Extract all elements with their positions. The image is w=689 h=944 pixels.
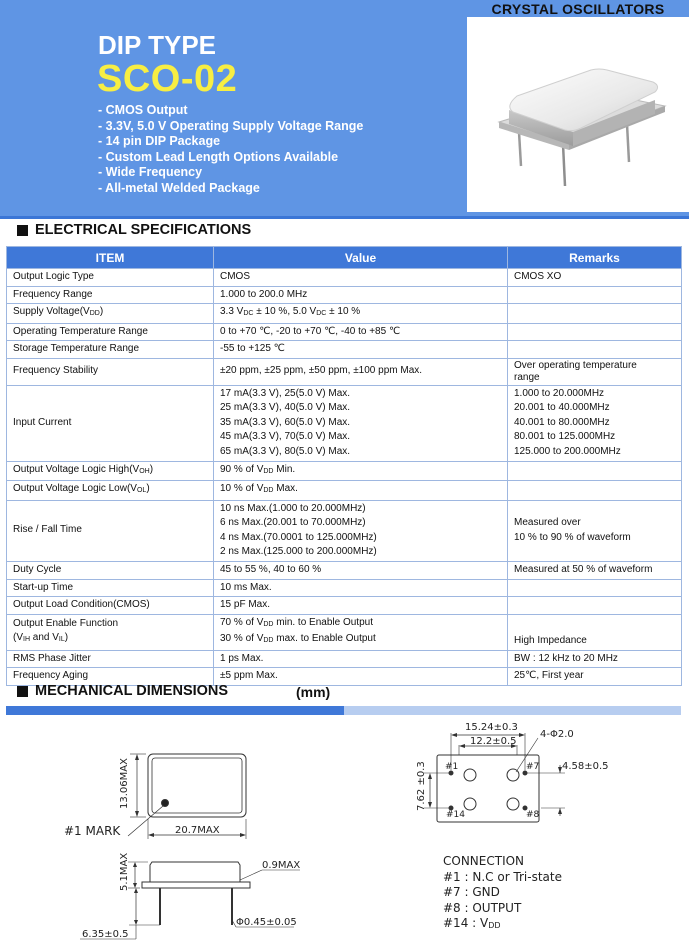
table-header-row	[7, 247, 682, 269]
remarks-cell	[508, 481, 682, 501]
table-row	[7, 597, 682, 615]
column-header: ITEM	[7, 247, 214, 269]
bullet-square-icon	[17, 225, 28, 236]
value-cell: 90 % of VDD Min.	[214, 461, 508, 481]
item-cell: Duty Cycle	[7, 561, 214, 579]
value-cell: 0 to +70 ℃, -20 to +70 ℃, -40 to +85 ℃	[214, 323, 508, 341]
spec-table	[6, 246, 682, 686]
dim-height-max: 13.06MAX	[119, 758, 130, 809]
table-row	[7, 500, 682, 561]
table-row	[7, 614, 682, 650]
connection-item: #14 : VDD	[443, 916, 501, 930]
table-row	[7, 579, 682, 597]
remarks-cell	[508, 304, 682, 324]
value-cell: 70 % of VDD min. to Enable Output 30 % of VDD max. to Enable Output	[214, 614, 508, 650]
remarks-cell: Over operating temperature range	[508, 358, 682, 385]
value-cell: 10 ms Max.	[214, 579, 508, 597]
unit-label: (mm)	[296, 684, 331, 700]
type-title: DIP TYPE	[98, 30, 217, 60]
value-cell: 17 mA(3.3 V), 25(5.0 V) Max. 25 mA(3.3 V), 40(5.0 V) Max. 35 mA(3.3 V), 60(5.0 V) Max. 45 mA(3.3 V), 70(5.0 V) Max. 65 mA(3.3 V), 80(5.0 V) Max.	[214, 385, 508, 461]
column-header: Value	[214, 247, 508, 269]
remarks-cell: 1.000 to 20.000MHz 20.001 to 40.000MHz 40.001 to 80.000MHz 80.001 to 125.000MHz 125.000 to 200.000MHz	[508, 385, 682, 461]
table-row	[7, 269, 682, 287]
product-photo	[469, 20, 687, 212]
mechanical-drawing	[0, 715, 689, 944]
table-row	[7, 461, 682, 481]
electrical-section-heading: ELECTRICAL SPECIFICATIONS	[17, 222, 251, 238]
item-cell: Output Load Condition(CMOS)	[7, 597, 214, 615]
dim-width-max: 20.7MAX	[175, 825, 220, 836]
connection-list	[443, 854, 562, 934]
pin-label-1: #1	[445, 762, 459, 772]
dim-hole: 4-Φ2.0	[540, 729, 574, 740]
remarks-cell: High Impedance	[508, 614, 682, 650]
dim-body-height: 5.1MAX	[119, 852, 130, 891]
connection-item: #7 : GND	[443, 885, 500, 899]
value-cell: 45 to 55 %, 40 to 60 %	[214, 561, 508, 579]
value-cell: 3.3 VDC ± 10 %, 5.0 VDC ± 10 %	[214, 304, 508, 324]
category-title: CRYSTAL OSCILLATORS	[491, 1, 665, 17]
remarks-cell: Measured over 10 % to 90 % of waveform	[508, 500, 682, 561]
remarks-cell	[508, 286, 682, 304]
pin-label-14: #14	[446, 810, 465, 820]
remarks-cell: 25℃, First year	[508, 668, 682, 686]
feature-item: - CMOS Output	[98, 103, 188, 117]
table-row	[7, 358, 682, 385]
remarks-cell	[508, 341, 682, 359]
item-cell: Output Voltage Logic Low(VOL)	[7, 481, 214, 501]
feature-item: - All-metal Welded Package	[98, 180, 260, 195]
remarks-cell: BW : 12 kHz to 20 MHz	[508, 650, 682, 668]
item-cell: RMS Phase Jitter	[7, 650, 214, 668]
section-bar-light	[344, 706, 681, 715]
value-cell: 10 ns Max.(1.000 to 20.000MHz) 6 ns Max.(20.001 to 70.000MHz) 4 ns Max.(70.0001 to 125.000MHz) 2 ns Max.(125.000 to 200.000MHz)	[214, 500, 508, 561]
dim-pin-span: 15.24±0.3	[465, 722, 518, 733]
item-cell: Storage Temperature Range	[7, 341, 214, 359]
feature-item: - Wide Frequency	[98, 165, 203, 180]
value-cell: ±5 ppm Max.	[214, 668, 508, 686]
dim-lead-thickness: 0.9MAX	[262, 860, 301, 871]
item-cell: Supply Voltage(VDD)	[7, 304, 214, 324]
item-cell: Input Current	[7, 385, 214, 461]
item-cell: Operating Temperature Range	[7, 323, 214, 341]
connection-title: CONNECTION	[443, 854, 525, 868]
remarks-cell	[508, 461, 682, 481]
connection-item: #8 : OUTPUT	[443, 900, 522, 915]
header-separator	[0, 216, 689, 219]
bullet-square-icon	[17, 686, 28, 697]
dim-pin-span-inner: 12.2±0.5	[470, 736, 517, 747]
table-row	[7, 650, 682, 668]
dim-row-span: 7.62 ±0.3	[416, 761, 427, 811]
item-cell: Output Logic Type	[7, 269, 214, 287]
table-row	[7, 481, 682, 501]
dim-lead-dia: Φ0.45±0.05	[236, 917, 297, 928]
item-cell: Frequency Range	[7, 286, 214, 304]
column-header: Remarks	[508, 247, 682, 269]
table-row	[7, 323, 682, 341]
value-cell: CMOS	[214, 269, 508, 287]
value-cell: ±20 ppm, ±25 ppm, ±50 ppm, ±100 ppm Max.	[214, 358, 508, 385]
feature-list	[98, 103, 363, 197]
feature-item: - 3.3V, 5.0 V Operating Supply Voltage Range	[98, 118, 364, 133]
table-row	[7, 341, 682, 359]
item-cell: Frequency Stability	[7, 358, 214, 385]
item-cell: Output Voltage Logic High(VOH)	[7, 461, 214, 481]
value-cell: -55 to +125 ℃	[214, 341, 508, 359]
item-cell: Frequency Aging	[7, 668, 214, 686]
feature-item: - Custom Lead Length Options Available	[98, 149, 339, 164]
pin-label-8: #8	[526, 810, 540, 820]
item-cell: Output Enable Function (VIH and VIL)	[7, 614, 214, 650]
value-cell: 10 % of VDD Max.	[214, 481, 508, 501]
item-cell: Start-up Time	[7, 579, 214, 597]
mechanical-section-heading: MECHANICAL DIMENSIONS	[17, 683, 228, 699]
remarks-cell	[508, 323, 682, 341]
feature-item: - 14 pin DIP Package	[98, 134, 221, 149]
table-row	[7, 561, 682, 579]
remarks-cell: CMOS XO	[508, 269, 682, 287]
value-cell: 1.000 to 200.0 MHz	[214, 286, 508, 304]
dim-lead-offset: 4.58±0.5	[562, 761, 609, 772]
dim-lead-pitch: 6.35±0.5	[82, 929, 129, 940]
table-row	[7, 385, 682, 461]
remarks-cell	[508, 579, 682, 597]
table-row	[7, 304, 682, 324]
item-cell: Rise / Fall Time	[7, 500, 214, 561]
table-row	[7, 286, 682, 304]
value-cell: 15 pF Max.	[214, 597, 508, 615]
section-bar	[6, 706, 344, 715]
remarks-cell	[508, 597, 682, 615]
pin-label-7: #7	[526, 762, 540, 772]
remarks-cell: Measured at 50 % of waveform	[508, 561, 682, 579]
connection-item: #1 : N.C or Tri-state	[443, 869, 562, 884]
value-cell: 1 ps Max.	[214, 650, 508, 668]
mark-label: #1 MARK	[64, 824, 121, 838]
model-name: SCO-02	[97, 58, 238, 100]
